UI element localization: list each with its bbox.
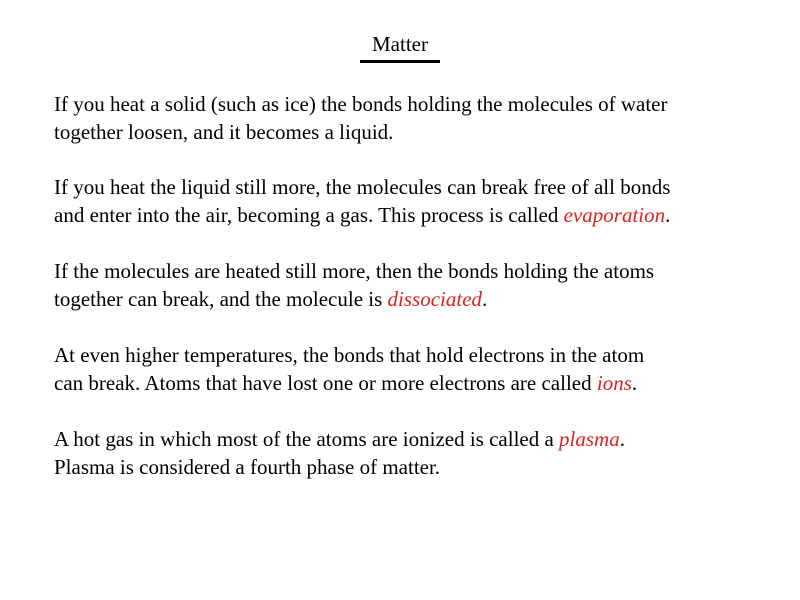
paragraph-line	[54, 425, 789, 453]
paragraph-line	[54, 369, 789, 397]
paragraph-line	[54, 201, 789, 229]
paragraph-line	[54, 285, 789, 313]
line-text: together can break, and the molecule is	[54, 287, 388, 311]
paragraph-plasma	[54, 425, 789, 481]
term-dissociated: dissociated	[387, 287, 483, 311]
paragraph-solid-to-liquid	[54, 90, 789, 146]
line-text: .	[482, 287, 488, 311]
line-text: .	[619, 427, 625, 451]
paragraph-dissociation	[54, 257, 789, 313]
paragraph-line: Plasma is considered a fourth phase of matter.	[54, 455, 441, 479]
line-text: .	[665, 203, 671, 227]
term-ions: ions	[596, 371, 632, 395]
line-text: and enter into the air, becoming a gas. This process is called	[54, 203, 564, 227]
paragraph-evaporation	[54, 173, 789, 229]
slide-title: Matter	[360, 30, 440, 63]
title-container	[0, 30, 800, 63]
paragraph-line: At even higher temperatures, the bonds that hold electrons in the atom	[54, 343, 645, 367]
paragraph-line: If the molecules are heated still more, then the bonds holding the atoms	[54, 259, 655, 283]
line-text: .	[631, 371, 638, 395]
paragraph-line: If you heat the liquid still more, the molecules can break free of all bonds	[54, 175, 671, 199]
paragraph-ions	[54, 341, 789, 397]
line-text: A hot gas in which most of the atoms are ionized is called a	[54, 427, 560, 451]
term-evaporation: evaporation	[563, 203, 666, 227]
line-text: can break. Atoms that have lost one or more electrons are called	[54, 371, 597, 395]
term-plasma: plasma	[559, 427, 620, 451]
paragraph-line: If you heat a solid (such as ice) the bonds holding the molecules of water	[54, 92, 668, 116]
paragraph-line: together loosen, and it becomes a liquid.	[54, 120, 394, 144]
